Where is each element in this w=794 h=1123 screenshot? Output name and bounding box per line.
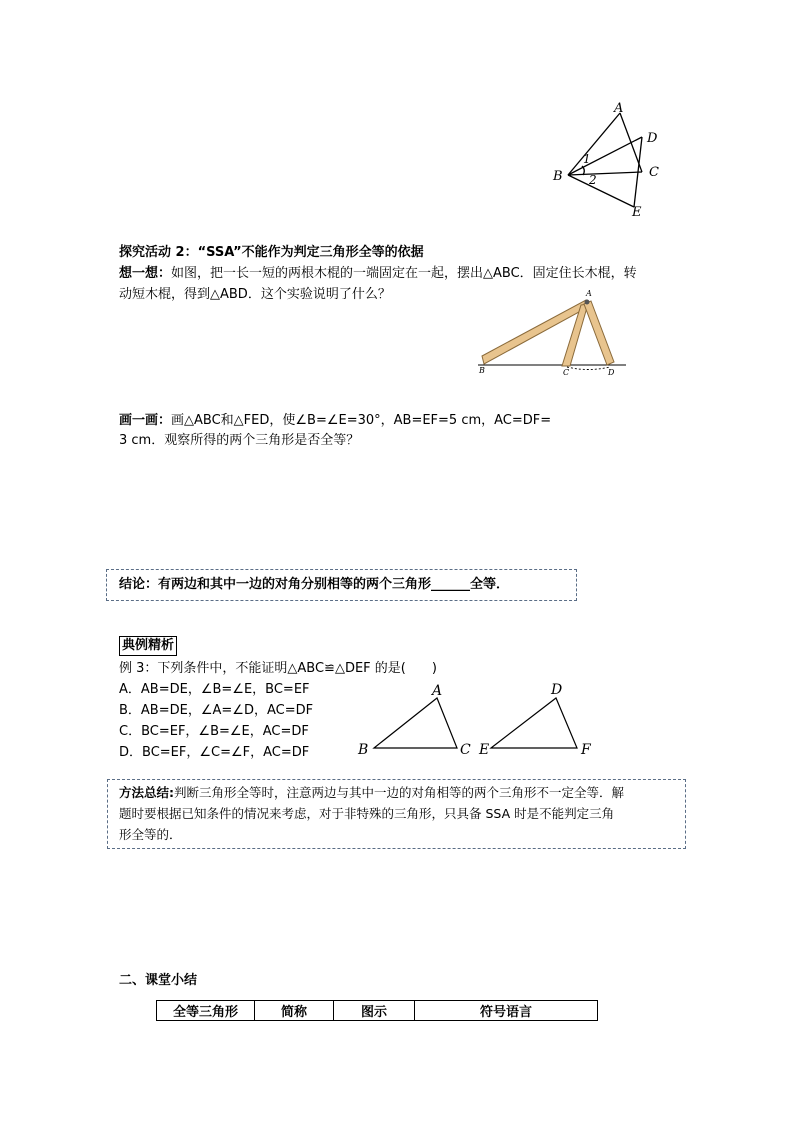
fig1-label-a: A (614, 101, 624, 116)
fig2-label-b: B (479, 366, 485, 375)
conclusion-text: 结论：有两边和其中一边的对角分别相等的两个三角形______全等． (119, 577, 510, 592)
method-line-3: 形全等的． (119, 827, 182, 842)
summary-col-symbol: 符号语言 (415, 1001, 598, 1021)
fig1-label-2: 2 (589, 173, 597, 187)
think-label: 想一想： (119, 266, 172, 281)
example-option-c: C．BC=EF，∠B=∠E，AC=DF (119, 724, 309, 739)
fig1-label-e: E (632, 205, 642, 220)
fig3-label-f: F (581, 742, 591, 758)
fig3-label-b: B (358, 742, 369, 758)
fig2-label-d: D (608, 368, 615, 377)
summary-table (156, 1000, 598, 1021)
think-line-1 (119, 264, 637, 284)
summary-heading: 二、课堂小结 (119, 973, 198, 988)
fig1-label-d: D (647, 131, 658, 146)
fig3-label-a: A (432, 683, 443, 699)
think-text-1: 如图，把一长一短的两根木棍的一端固定在一起，摆出△ABC．固定住长木棍，转 (171, 266, 637, 281)
table-row (157, 1001, 598, 1021)
figure-triangles-abcde (545, 100, 675, 220)
fig3-label-c: C (460, 742, 471, 758)
fig1-label-c: C (649, 165, 659, 180)
method-line-2: 题时要根据已知条件的情况来考虑，对于非特殊的三角形，只具备 SSA 时是不能判定三角 (119, 806, 615, 821)
method-label: 方法总结: (119, 785, 174, 800)
example-option-b: B．AB=DE，∠A=∠D，AC=DF (119, 703, 314, 718)
example-option-d: D．BC=EF，∠C=∠F，AC=DF (119, 745, 310, 760)
fig1-label-b: B (553, 169, 563, 184)
draw-label: 画一画： (119, 413, 172, 428)
activity2-title: 探究活动 2：“SSA”不能作为判定三角形全等的依据 (119, 245, 424, 260)
draw-line-1 (119, 411, 551, 431)
example-section-label: 典例精析 (119, 636, 177, 656)
think-line-2: 动短木棍，得到△ABD．这个实验说明了什么？ (119, 287, 391, 302)
summary-col-congruent: 全等三角形 (157, 1001, 255, 1021)
figure-triangles-abc-def (355, 678, 600, 760)
draw-text-1: 画△ABC和△FED，使∠B=∠E=30°，AB=EF=5 cm，AC=DF= (171, 413, 552, 428)
example-option-a: A．AB=DE，∠B=∠E，BC=EF (119, 682, 310, 697)
method-text-1: 判断三角形全等时，注意两边与其中一边的对角相等的两个三角形不一定全等．解 (174, 785, 625, 800)
fig2-label-c: C (563, 368, 570, 377)
fig3-label-e: E (479, 742, 490, 758)
fig1-label-1: 1 (583, 152, 591, 166)
fig2-label-a: A (586, 289, 592, 298)
figure-wooden-sticks (474, 288, 634, 378)
draw-line-2: 3 cm．观察所得的两个三角形是否全等？ (119, 433, 360, 448)
fig3-label-d: D (551, 682, 563, 698)
summary-col-figure: 图示 (334, 1001, 415, 1021)
example-question: 例 3：下列条件中，不能证明△ABC≌△DEF 的是( ) (119, 661, 437, 676)
method-line-1 (119, 783, 624, 803)
summary-col-abbr: 简称 (255, 1001, 334, 1021)
